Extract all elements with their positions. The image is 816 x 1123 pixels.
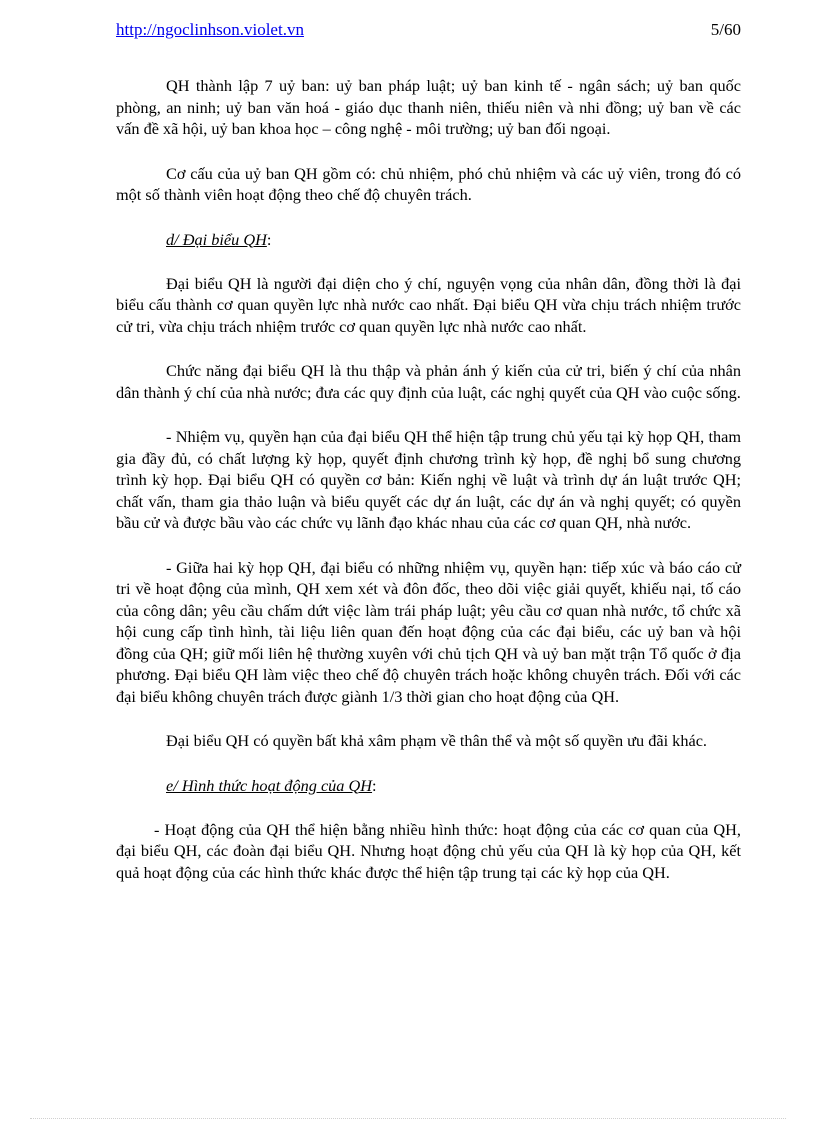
page-header [116, 18, 741, 42]
paragraph-committees: QH thành lập 7 uỷ ban: uỷ ban pháp luật; uỷ ban kinh tế - ngân sách; uỷ ban quốc phòng, an ninh; uỷ ban văn hoá - giáo dục thanh niên, thiếu niên và nhi đồng; uỷ ban về các vấn đề xã hội, uỷ ban khoa học – công nghệ - môi trường; uỷ ban đối ngoại. [116, 76, 741, 138]
section-heading-deputies-colon: : [266, 229, 272, 249]
section-heading-activity-forms [116, 775, 741, 797]
document-body [116, 75, 741, 906]
source-link[interactable]: http://ngoclinhson.violet.vn [116, 20, 304, 39]
paragraph-immunity: Đại biểu QH có quyền bất khả xâm phạm về thân thể và một số quyền ưu đãi khác. [166, 731, 707, 750]
section-heading-activity-forms-colon: : [372, 775, 377, 795]
paragraph-deputy-duties: - Nhiệm vụ, quyền hạn của đại biểu QH thể hiện tập trung chủ yếu tại kỳ họp QH, tham gia đầy đủ, có chất lượng kỳ họp, quyết định chương trình kỳ họp, đề nghị bổ sung chương trình kỳ họp. Đại biểu QH có quyền cơ bản: Kiến nghị về luật và trình dự án luật trước QH; chất vấn, tham gia thảo luận và biểu quyết các dự án luật, các dự án và nghị quyết; có quyền bầu cử và được bầu vào các chức vụ lãnh đạo khác nhau của các cơ quan QH, nhà nước. [116, 427, 741, 532]
section-heading-activity-forms-text: e/ Hình thức hoạt động của QH [166, 775, 373, 795]
paragraph-deputy-definition: Đại biểu QH là người đại diện cho ý chí, nguyện vọng của nhân dân, đồng thời là đại biểu cấu thành cơ quan quyền lực nhà nước cao nhất. Đại biểu QH vừa chịu trách nhiệm trước cử tri, vừa chịu trách nhiệm trước cơ quan quyền lực nhà nước cao nhất. [116, 273, 741, 336]
paragraph-deputy-function: Chức năng đại biểu QH là thu thập và phản ánh ý kiến của cử tri, biến ý chí của nhân dân thành ý chí của nhà nước; đưa các quy định của luật, các nghị quyết của QH vào cuộc sống. [116, 361, 741, 402]
section-heading-deputies-text: d/ Đại biểu QH [166, 229, 267, 249]
paragraph-between-sessions: - Giữa hai kỳ họp QH, đại biểu có những nhiệm vụ, quyền hạn: tiếp xúc và báo cáo cử tri về hoạt động của mình, QH xem xét và đôn đốc, theo dõi việc giải quyết, khiếu nại, tố cáo của công dân; yêu cầu chấm dứt việc làm trái pháp luật; yêu cầu cơ quan nhà nước, tổ chức xã hội cung cấp tình hình, tài liệu liên quan đến hoạt động của các đại biểu, các uỷ ban và hội đồng của QH; giữ mối liên hệ thường xuyên với chủ tịch QH và uỷ ban mặt trận Tổ quốc ở địa phương. Đại biểu QH làm việc theo chế độ chuyên trách hoặc không chuyên trách. Đối với các đại biểu không chuyên trách được giành 1/3 thời gian cho hoạt động của QH. [116, 557, 741, 706]
page-number: 5/60 [710, 20, 741, 39]
section-heading-deputies [116, 229, 741, 251]
paragraph-activity-forms: - Hoạt động của QH thể hiện bằng nhiều hình thức: hoạt động của các cơ quan của QH, đại biểu QH, các đoàn đại biểu QH. Nhưng hoạt động chủ yếu của QH là kỳ họp của QH, kết quả hoạt động của các hình thức khác được thể hiện tập trung tại các kỳ họp của QH. [116, 819, 741, 882]
footer-divider [30, 1118, 786, 1119]
paragraph-committee-structure: Cơ cấu của uỷ ban QH gồm có: chủ nhiệm, phó chủ nhiệm và các uỷ viên, trong đó có một số thành viên hoạt động theo chế độ chuyên trách. [116, 163, 741, 204]
